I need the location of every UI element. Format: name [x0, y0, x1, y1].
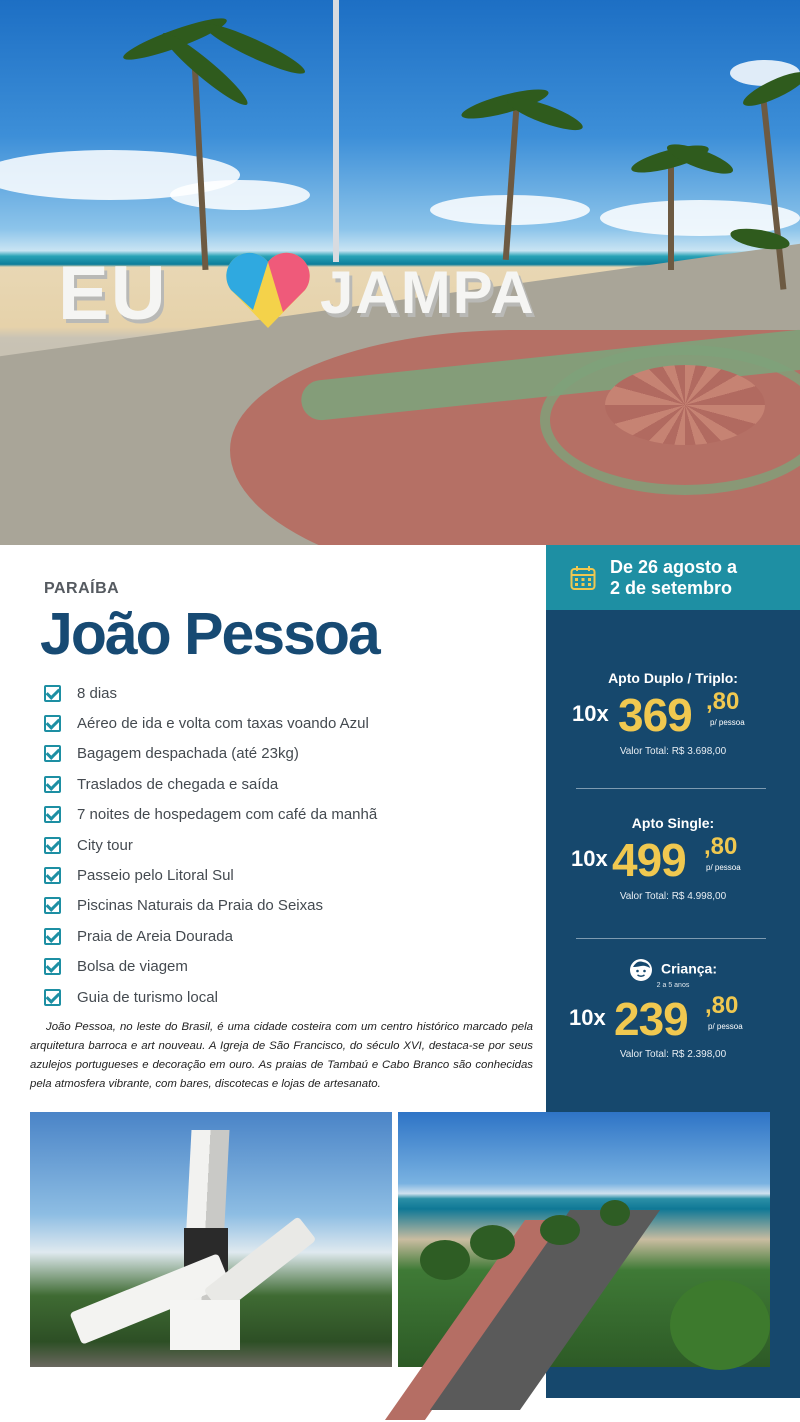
installments: 10x: [571, 846, 608, 871]
feature-text: Praia de Areia Dourada: [77, 927, 233, 945]
list-item: [44, 891, 377, 921]
checkbox-check-icon: [44, 897, 61, 914]
eu-jampa-sign: [58, 238, 536, 336]
calendar-icon: [570, 565, 596, 591]
price-cents: ,80: [706, 688, 740, 715]
feature-text: Piscinas Naturais da Praia do Seixas: [77, 897, 323, 915]
list-item: [44, 739, 377, 769]
feature-text: Aéreo de ida e volta com taxas voando Azul: [77, 715, 369, 733]
price-label: Criança:: [660, 960, 718, 977]
date-line-2: 2 de setembro: [610, 577, 733, 598]
date-banner: [546, 545, 800, 610]
per-person: p/ pessoa: [710, 718, 745, 727]
price-block-single: [546, 815, 800, 902]
description-text: João Pessoa, no leste do Brasil, é uma cidade costeira com um centro histórico marcado pela arquitetura barroca e art nouveau. A Igreja de São Francisco, do século XVI, destaca-se por seus azulejos portugueses e decoração em ouro. As praias de Tambaú e Cabo Branco são conhecidas pela atmosfera vibrante, com bares, discotecas e lojas de artesanato.: [30, 1021, 533, 1090]
hero-photo: [0, 0, 800, 545]
checkbox-check-icon: [44, 867, 61, 884]
per-person: p/ pessoa: [708, 1022, 743, 1031]
heart-icon: [223, 250, 313, 330]
divider: [576, 938, 766, 939]
feature-text: Traslados de chegada e saída: [77, 775, 279, 793]
feature-text: Bolsa de viagem: [77, 958, 188, 976]
feature-text: Bagagem despachada (até 23kg): [77, 745, 299, 763]
features-list: [44, 678, 377, 1012]
checkbox-check-icon: [44, 928, 61, 945]
list-item: [44, 708, 377, 738]
total-value: Valor Total: R$ 3.698,00: [619, 746, 727, 757]
list-item: [44, 678, 377, 708]
age-range: 2 a 5 anos: [656, 982, 690, 989]
feature-text: City tour: [77, 836, 133, 854]
installments: 10x: [569, 1005, 606, 1030]
feature-text: 8 dias: [77, 684, 118, 702]
travel-dates: [610, 557, 737, 599]
list-item: [44, 800, 377, 830]
list-item: [44, 769, 377, 799]
price-amount: 369: [618, 689, 692, 741]
divider: [576, 788, 766, 789]
checkbox-check-icon: [44, 685, 61, 702]
list-item: [44, 982, 377, 1012]
per-person: p/ pessoa: [706, 863, 741, 872]
checkbox-check-icon: [44, 958, 61, 975]
installments: 10x: [572, 701, 609, 726]
price-label: Apto Duplo / Triplo:: [608, 670, 738, 686]
list-item: [44, 921, 377, 951]
price-amount: 239: [614, 993, 688, 1045]
region-label: PARAÍBA: [44, 580, 120, 597]
checkbox-check-icon: [44, 806, 61, 823]
checkbox-check-icon: [44, 776, 61, 793]
price-cents: ,80: [704, 833, 738, 860]
list-item: [44, 860, 377, 890]
price-block-child: [546, 958, 800, 1060]
checkbox-check-icon: [44, 745, 61, 762]
child-face-icon: [629, 958, 653, 982]
list-item: [44, 952, 377, 982]
price-block-double: [546, 670, 800, 757]
checkbox-check-icon: [44, 837, 61, 854]
sign-text-left: EU: [58, 251, 168, 336]
feature-text: 7 noites de hospedagem com café da manhã: [77, 806, 378, 824]
total-value: Valor Total: R$ 2.398,00: [619, 1049, 727, 1060]
checkbox-check-icon: [44, 715, 61, 732]
sign-text-right: JAMPA: [320, 259, 536, 326]
checkbox-check-icon: [44, 989, 61, 1006]
date-line-1: De 26 agosto a: [610, 556, 738, 577]
page-title: João Pessoa: [40, 601, 379, 667]
feature-text: Guia de turismo local: [77, 988, 218, 1006]
list-item: [44, 830, 377, 860]
price-amount: 499: [612, 834, 686, 886]
feature-text: Passeio pelo Litoral Sul: [77, 867, 234, 885]
price-label: Apto Single:: [631, 815, 715, 831]
total-value: Valor Total: R$ 4.998,00: [619, 891, 727, 902]
price-cents: ,80: [705, 992, 739, 1019]
